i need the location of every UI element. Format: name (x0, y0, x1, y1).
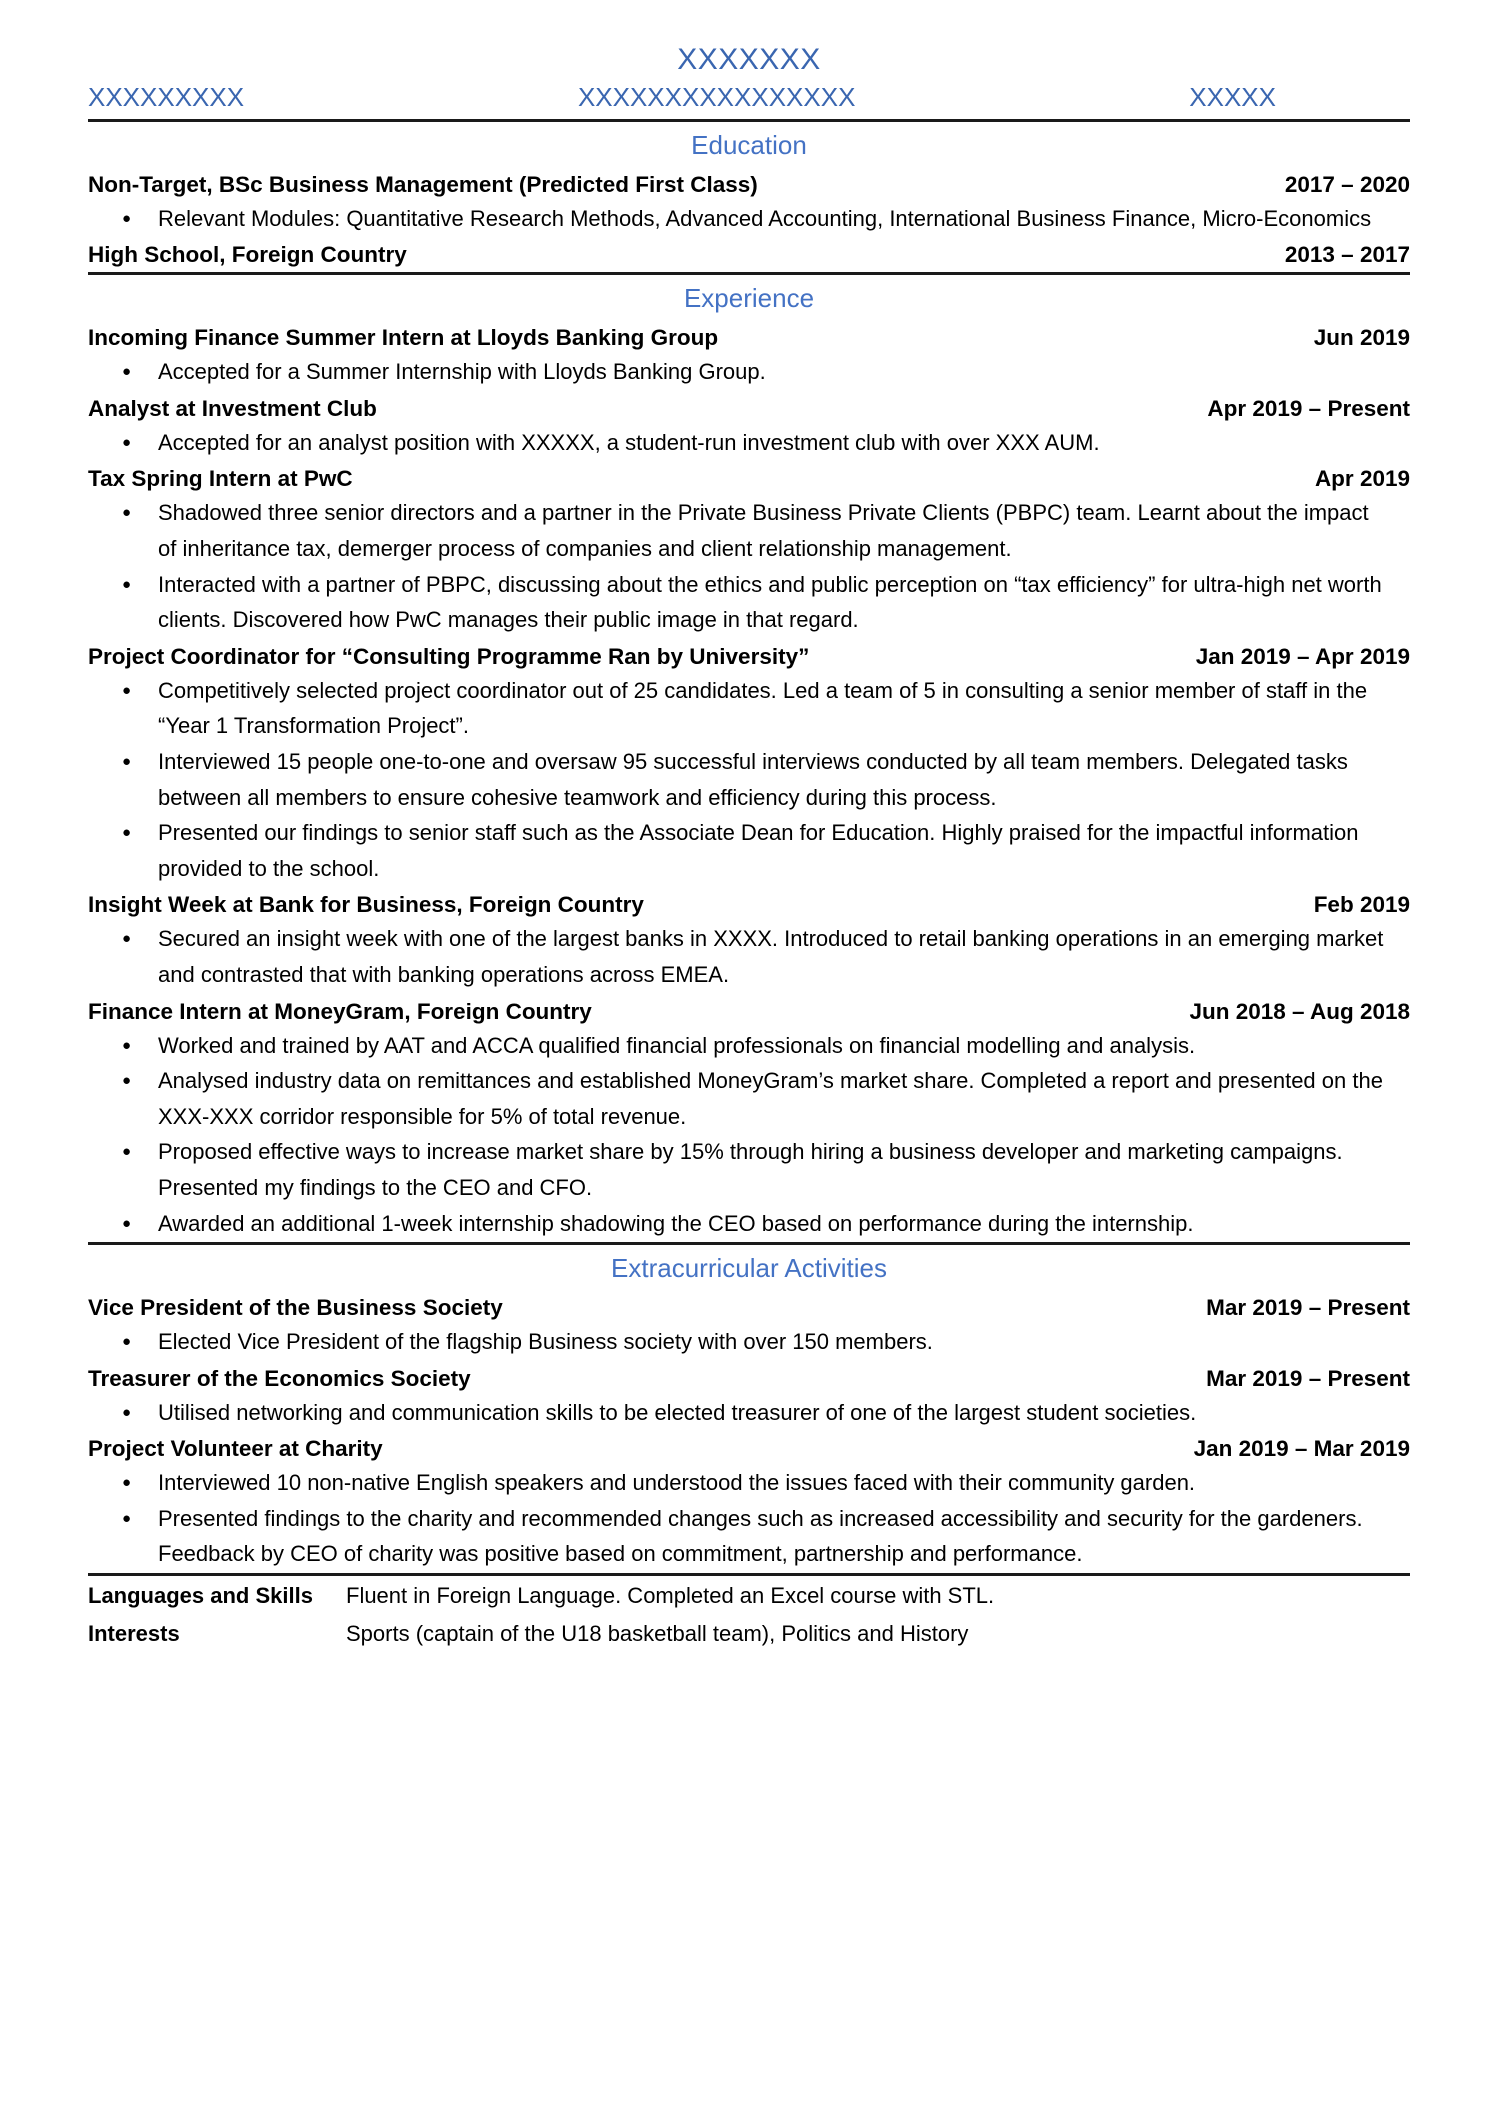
entry-header-row (88, 887, 1410, 921)
entry-bullet-list (88, 1465, 1410, 1572)
entry-title: Tax Spring Intern at PwC (88, 466, 353, 492)
cv-entry (88, 887, 1410, 993)
entry-header-row (88, 391, 1410, 425)
entry-title: Treasurer of the Economics Society (88, 1365, 471, 1391)
bullet-item: ● Secured an insight week with one of the largest banks in XXXX. Introduced to retail banking operations in an emerging market and contrasted that with banking operations across EMEA. (88, 921, 1410, 992)
entry-title: Finance Intern at MoneyGram, Foreign Country (88, 998, 592, 1024)
entry-date: Apr 2019 – Present (1207, 395, 1410, 421)
entry-bullet-list (88, 1324, 1410, 1360)
cv-entry (88, 639, 1410, 888)
bullet-item: ● Utilised networking and communication skills to be elected treasurer of one of the largest student societies. (88, 1395, 1410, 1431)
bullet-item: ● Interacted with a partner of PBPC, discussing about the ethics and public perception on “tax efficiency” for ultra-high net worth clients. Discovered how PwC manages their public image in that regard. (88, 567, 1410, 638)
bullet-item: ● Presented findings to the charity and recommended changes such as increased accessibility and security for the gardeners. Feedback by CEO of charity was positive based on commitment, partnership and performance. (88, 1501, 1410, 1572)
cv-entry (88, 391, 1410, 462)
section-heading: Education (691, 130, 807, 161)
entry-date: Jan 2019 – Mar 2019 (1193, 1436, 1410, 1462)
bullet-item: ● Elected Vice President of the flagship Business society with over 150 members. (88, 1324, 1410, 1360)
bullet-item: ● Presented our findings to senior staff such as the Associate Dean for Education. Highly praised for the impactful information provided to the school. (88, 815, 1410, 886)
entry-bullet-list (88, 673, 1410, 887)
entry-bullet-list (88, 201, 1410, 237)
footer-row (88, 1576, 1410, 1614)
contact-right: XXXXX (1189, 81, 1276, 112)
entry-header-row (88, 1361, 1410, 1395)
entry-date: 2013 – 2017 (1284, 242, 1410, 268)
cv-entry (88, 167, 1410, 238)
entry-title: Incoming Finance Summer Intern at Lloyds Banking Group (88, 325, 719, 351)
entry-bullet-list (88, 921, 1410, 992)
section-heading: Experience (683, 283, 815, 314)
entry-date: Jun 2018 – Aug 2018 (1189, 998, 1410, 1024)
bullet-item: ● Interviewed 10 non-native English speakers and understood the issues faced with their community garden. (88, 1465, 1410, 1501)
footer-root (88, 1576, 1410, 1652)
cv-entry (88, 1431, 1410, 1573)
footer-key: Interests (88, 1620, 180, 1646)
entry-date: Mar 2019 – Present (1206, 1365, 1410, 1391)
entry-title: Vice President of the Business Society (88, 1295, 503, 1321)
entry-header-row (88, 461, 1410, 495)
entry-date: Jun 2019 (1313, 325, 1410, 351)
entry-title: Project Coordinator for “Consulting Programme Ran by University” (88, 643, 810, 669)
cv-entry (88, 237, 1410, 272)
cv-entry (88, 994, 1410, 1243)
bullet-item: ● Worked and trained by AAT and ACCA qualified financial professionals on financial modelling and analysis. (88, 1028, 1410, 1064)
entry-bullet-list (88, 354, 1410, 390)
bullet-item: ● Shadowed three senior directors and a partner in the Private Business Private Clients (PBPC) team. Learnt about the impact of inheritance tax, demerger process of companies and client relationship management. (88, 495, 1410, 566)
entry-bullet-list (88, 1395, 1410, 1431)
bullet-item: ● Relevant Modules: Quantitative Research Methods, Advanced Accounting, International Business Finance, Micro-Economics (88, 201, 1410, 237)
entry-bullet-list (88, 1028, 1410, 1242)
footer-value: Sports (captain of the U18 basketball team), Politics and History (346, 1620, 969, 1646)
contact-row (88, 81, 1410, 114)
entry-bullet-list (88, 495, 1410, 638)
bullet-item: ● Accepted for an analyst position with XXXXX, a student-run investment club with over XXX AUM. (88, 425, 1410, 461)
cv-sheet (88, 42, 1410, 1652)
entry-title: Non-Target, BSc Business Management (Predicted First Class) (88, 171, 758, 197)
entry-title: Insight Week at Bank for Business, Foreign Country (88, 892, 644, 918)
entry-header-row (88, 1290, 1410, 1324)
entry-header-row (88, 994, 1410, 1028)
entry-date: Feb 2019 (1313, 892, 1410, 918)
bullet-item: ● Accepted for a Summer Internship with Lloyds Banking Group. (88, 354, 1410, 390)
entry-date: Mar 2019 – Present (1206, 1295, 1410, 1321)
bullet-item: ● Proposed effective ways to increase market share by 15% through hiring a business developer and marketing campaigns. Presented my findings to the CEO and CFO. (88, 1134, 1410, 1205)
entry-date: Apr 2019 (1314, 466, 1410, 492)
footer-row (88, 1614, 1410, 1652)
entry-header-row (88, 167, 1410, 201)
candidate-name: XXXXXXX (677, 43, 821, 76)
entry-header-row (88, 320, 1410, 354)
sections-root (88, 122, 1410, 1576)
cv-entry (88, 320, 1410, 391)
footer-key: Languages and Skills (88, 1583, 313, 1609)
contact-center: XXXXXXXXXXXXXXXX (577, 81, 856, 112)
entry-bullet-list (88, 425, 1410, 461)
bullet-item: ● Analysed industry data on remittances and established MoneyGram’s market share. Completed a report and presented on the XXX-XXX corridor responsible for 5% of total revenue. (88, 1063, 1410, 1134)
cv-entry (88, 1290, 1410, 1361)
entry-date: 2017 – 2020 (1284, 171, 1410, 197)
entry-title: Project Volunteer at Charity (88, 1436, 383, 1462)
cv-entry (88, 461, 1410, 638)
entry-date: Jan 2019 – Apr 2019 (1195, 643, 1410, 669)
bullet-item: ● Awarded an additional 1-week internship shadowing the CEO based on performance during the internship. (88, 1206, 1410, 1242)
bullet-item: ● Competitively selected project coordinator out of 25 candidates. Led a team of 5 in consulting a senior member of staff in the “Year 1 Transformation Project”. (88, 673, 1410, 744)
entry-header-row (88, 1431, 1410, 1465)
footer-value: Fluent in Foreign Language. Completed an Excel course with STL. (346, 1583, 995, 1609)
entry-title: Analyst at Investment Club (88, 395, 377, 421)
entry-header-row (88, 237, 1410, 271)
section-heading: Extracurricular Activities (611, 1253, 887, 1284)
bullet-item: ● Interviewed 15 people one-to-one and oversaw 95 successful interviews conducted by all team members. Delegated tasks between all members to ensure cohesive teamwork and efficiency during this process. (88, 744, 1410, 815)
entry-title: High School, Foreign Country (88, 242, 407, 268)
entry-header-row (88, 639, 1410, 673)
cv-entry (88, 1361, 1410, 1432)
contact-left: XXXXXXXXX (88, 81, 245, 112)
